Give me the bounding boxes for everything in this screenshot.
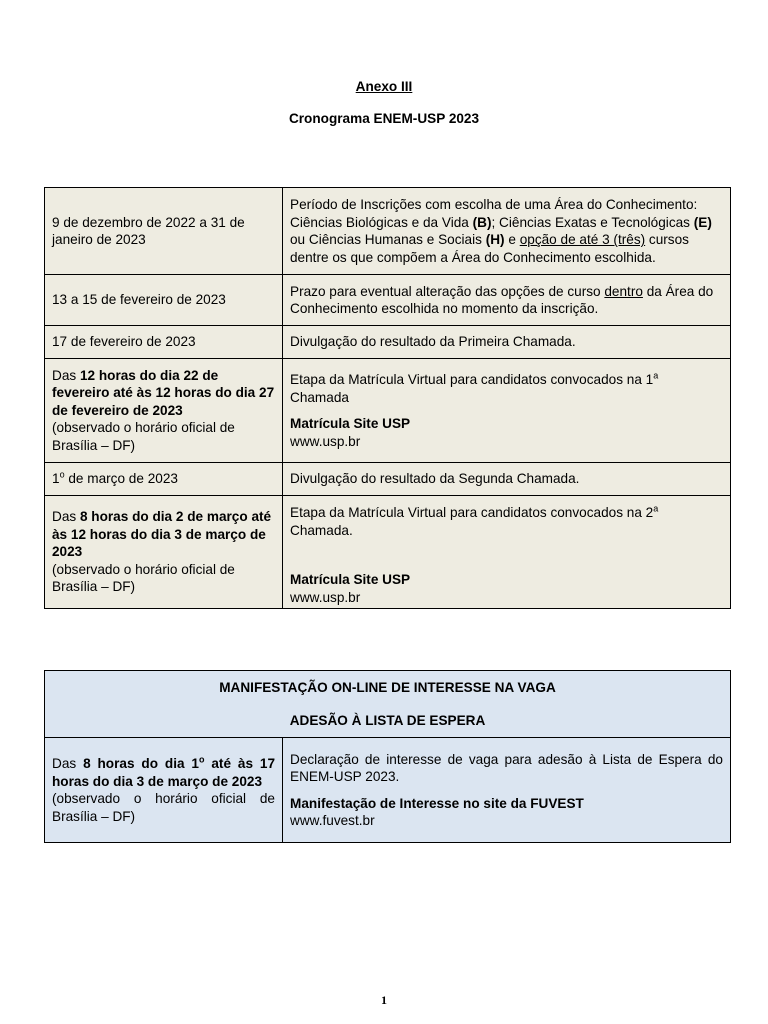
table-row [45,463,731,496]
description-cell: Prazo para eventual alteração das opções de curso dentro da Área do Conhecimento escolhida no momento da inscrição. [283,275,731,326]
url-text: www.usp.br [290,433,361,449]
table-row [45,188,731,275]
date-cell: 17 de fevereiro de 2023 [45,326,283,359]
table-row [45,738,731,843]
table-row [45,359,731,463]
date-cell: Das 8 horas do dia 1$^o$ até às 17 horas do dia 3 de março de 2023 (observado o horário oficial de Brasília – DF) [45,738,283,843]
description-cell: Declaração de interesse de vaga para adesão à Lista de Espera do ENEM-USP 2023. Manifestação de Interesse no site da FUVEST www.fuvest.br [283,738,731,843]
link-label: Manifestação de Interesse no site da FUVEST [290,795,584,811]
url-text: www.usp.br [290,589,361,605]
waitlist-heading: MANIFESTAÇÃO ON-LINE DE INTERESSE NA VAGA ADESÃO À LISTA DE ESPERA [45,671,731,738]
description-cell: Divulgação do resultado da Primeira Chamada. [283,326,731,359]
page-number: 1 [381,993,387,1007]
url-text: www.fuvest.br [290,813,375,828]
date-cell: Das 12 horas do dia 22 de fevereiro até às 12 horas do dia 27 de fevereiro de 2023 (observado o horário oficial de Brasília – DF) [45,359,283,463]
description-cell: Etapa da Matrícula Virtual para candidatos convocados na 1$^a$ Chamada Matrícula Site USP www.usp.br [283,359,731,463]
date-cell: 13 a 15 de fevereiro de 2023 [45,275,283,326]
table-row [45,496,731,609]
description-cell: Etapa da Matrícula Virtual para candidatos convocados na 2$^a$ Chamada. Matrícula Site USP www.usp.br [283,496,731,609]
date-cell: 9 de dezembro de 2022 a 31 de janeiro de 2023 [45,188,283,275]
table-row [45,326,731,359]
link-label: Matrícula Site USP [290,572,411,587]
table-row [45,275,731,326]
description-cell: Divulgação do resultado da Segunda Chamada. [283,463,731,496]
link-label: Matrícula Site USP [290,416,411,431]
page-title: Cronograma ENEM-USP 2023 [288,111,480,126]
table-header-row [45,671,731,738]
description-cell: Período de Inscrições com escolha de uma Área do Conhecimento: Ciências Biológicas e da Vida (B); Ciências Exatas e Tecnológicas (E) ou Ciências Humanas e Sociais (H) e opção de até 3 (três) cursos dentre os que compõem a Área do Conhecimento escolhida. [283,188,731,275]
annex-heading: Anexo III [355,79,413,94]
date-cell: Das 8 horas do dia 2 de março até às 12 horas do dia 3 de março de 2023 (observado o horário oficial de Brasília – DF) [45,496,283,609]
schedule-table [44,187,731,609]
waitlist-table [44,670,731,843]
date-cell: 1$^o$ de março de 2023 [45,463,283,496]
